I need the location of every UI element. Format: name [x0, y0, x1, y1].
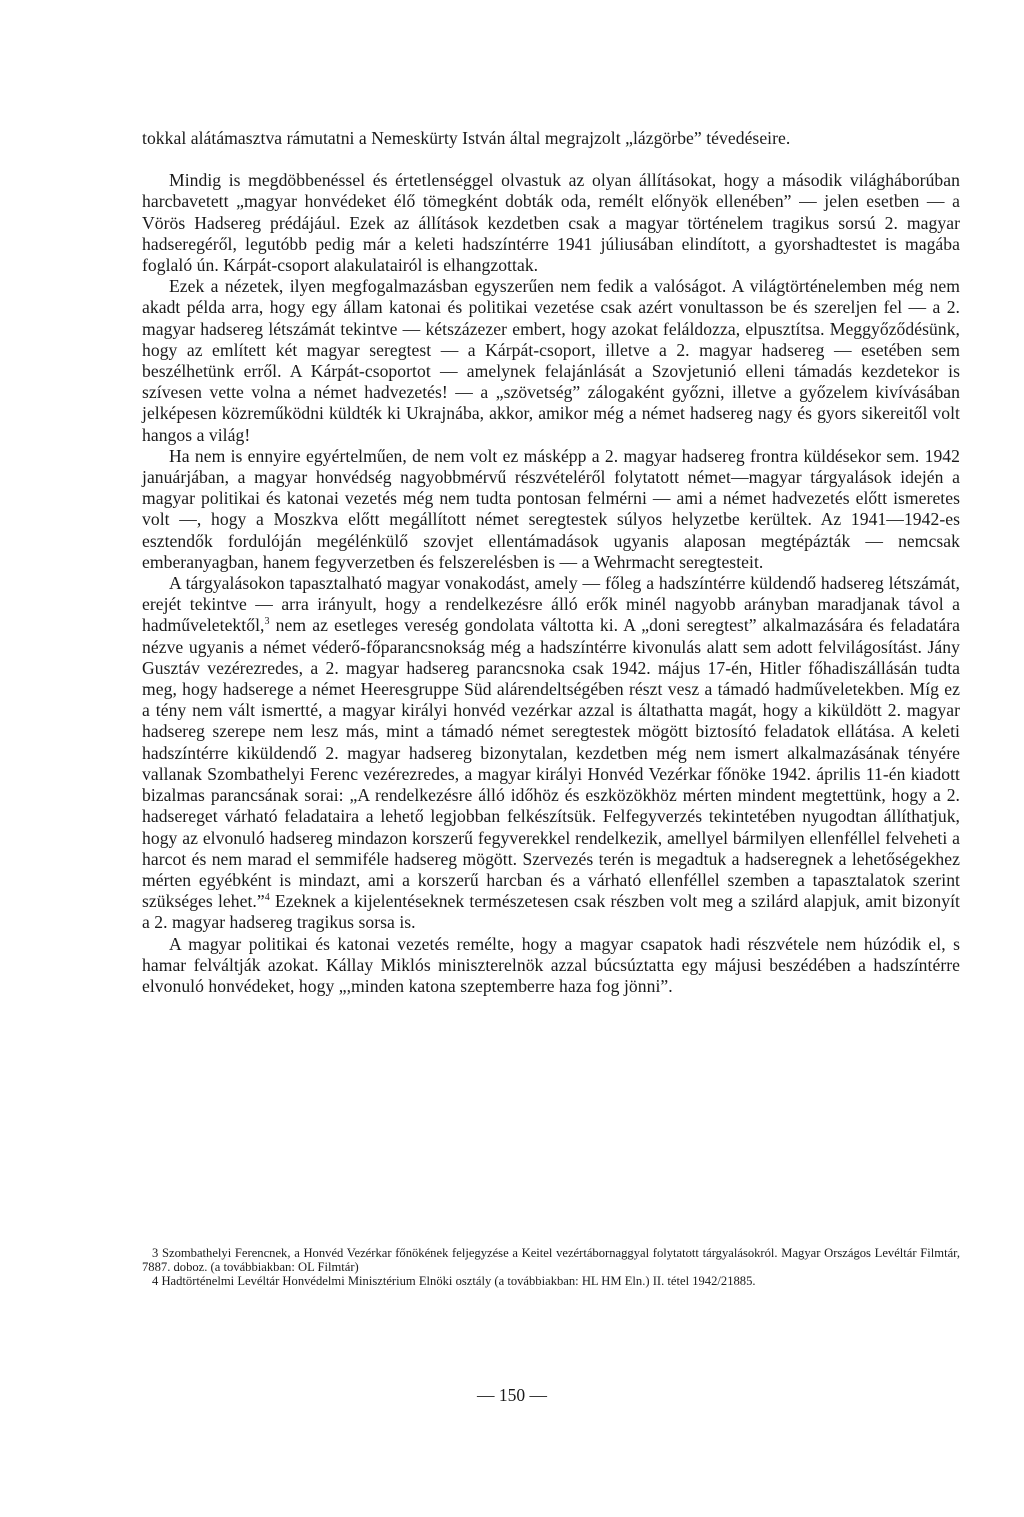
paragraph: Mindig is megdöbbenéssel és értetlenséggel olvastuk az olyan állításokat, hogy a második világháborúban harcbavetett „magyar honvédeket élő tömegként dobták oda, remélt előnyök ellenében” — jelen esetben — a Vörös Hadsereg prédájául. Ezek az állítások kezdetben csak a magyar történelem tragikus sorsú 2. magyar hadseregéről, legutóbb pedig már a keleti hadszíntérre 1941 júliusában elindított, a gyorshadtestet is magába foglaló ún. Kárpát-csoport alakulatairól is elhangzottak. [142, 170, 960, 276]
paragraph-continuation: tokkal alátámasztva rámutatni a Nemeskürty István által megrajzolt „lázgörbe” tévedéseire. [142, 128, 791, 148]
paragraph: Ezek a nézetek, ilyen megfogalmazásban egyszerűen nem fedik a valóságot. A világtörténelemben még nem akadt példa arra, hogy egy állam katonai és politikai vezetése csak azért vonultasson be és szereljen fel — a 2. magyar hadsereg létszámát tekintve — kétszázezer embert, hogy azokat feláldozza, elpusztítsa. Meggyőződésünk, hogy az említett két magyar seregtest — a Kárpát-csoport, illetve a 2. magyar hadsereg — esetében sem beszélhetünk erről. A Kárpát-csoportot — amelynek felajánlását a Szovjetunió elleni támadás kezdetekor is szívesen vette volna a német hadvezetés! — a „szövetség” zálogaként győzni, illetve a győzelem kivívásában jelképesen közreműködni küldték ki Ukrajnába, akkor, amikor még a német hadsereg nagy és gyors sikereitől volt hangos a világ! [142, 276, 960, 445]
footnote-ref-3: 3 [264, 616, 270, 628]
paragraph: A magyar politikai és katonai vezetés remélte, hogy a magyar csapatok hadi részvétele nem húzódik el, s hamar felváltják azokat. Kállay Miklós miniszterelnök azzal búcsúztatta egy májusi beszédében a hadszíntérre elvonuló honvédeket, hogy „,minden katona szeptemberre haza fog jönni”. [142, 933, 960, 996]
footnote-3: 3 Szombathelyi Ferencnek, a Honvéd Vezérkar főnökének feljegyzése a Keitel vezértábornaggyal folytatott tárgyalásokról. Magyar Országos Levéltár Filmtár, 7887. doboz. (a továbbiakban: OL Filmtár) [142, 1246, 960, 1275]
footnote-4: 4 Hadtörténelmi Levéltár Honvédelmi Minisztérium Elnöki osztály (a továbbiakban: HL HM Eln.) II. tétel 1942/21885. [152, 1274, 756, 1289]
page-number: — 150 — [477, 1385, 547, 1405]
footnotes [142, 1246, 960, 1289]
paragraph-text: nem az esetleges vereség gondolata váltotta ki. A „doni seregtest” alkalmazására és feladatára nézve ugyanis a német véderő-főparancsnokság még a hadszíntérre kivonulás alatt sem adott felvilágosítást. Jány Gusztáv vezérezredes, a 2. magyar hadsereg parancsnoka csak 1942. május 17-én, Hitler főhadiszállásán tudta meg, hogy hadserege a német Heeresgruppe Süd alárendeltségében részt vesz a támadó hadműveletekben. Míg ez a tény nem vált ismertté, a magyar királyi honvéd vezérkar azzal is áltathatta magát, hogy a kiküldött 2. magyar hadsereg szerepe nem lesz más, mint a támadó német seregtestek mögött biztosító feladatok ellátása. A keleti hadszíntérre kiküldendő 2. magyar hadsereg bizonytalan, kezdetben még nem ismert alkalmazásának tényére vallanak Szombathelyi Ferenc vezérezredes, a magyar királyi Honvéd Vezérkar főnöke 1942. április 11-én kiadott bizalmas parancsának sorai: „A rendelkezésre álló időhöz és eszközökhöz mérten mindent megtettünk, hogy a 2. hadsereget várható feladataira a lehető legjobban felkészítsük. Felfegyverzés tekintetében nyugodtan állíthatjuk, hogy az elvonuló hadsereg mindazon korszerű fegyverekkel rendelkezik, amellyel bármilyen ellenféllel felveheti a harcot és nem marad el semmiféle hadsereg mögött. Szervezés terén is megadtuk a hadseregnek a lehetőségekhez mérten egyébként is mindazt, ami a korszerű harcban és a várható ellenféllel szemben a tapasztalatok szerint szükséges lehet.” [142, 615, 960, 912]
paragraph [142, 573, 960, 933]
footnote-ref-4: 4 [264, 892, 270, 904]
paragraph-text: Ezeknek a kijelentéseknek természetesen csak részben volt meg a szilárd alapjuk, amit bizonyít a 2. magyar hadsereg tragikus sorsa is. [142, 891, 960, 933]
body-text [142, 128, 960, 997]
paragraph-text: A tárgyalásokon tapasztalható magyar vonakodást, amely — főleg a hadszíntérre küldendő hadsereg létszámát, erejét tekintve — arra irányult, hogy a rendelkezésre álló erők minél nagyobb arányban maradjanak távol a hadműveletektől, [142, 573, 960, 636]
paragraph: Ha nem is ennyire egyértelműen, de nem volt ez másképp a 2. magyar hadsereg frontra küldésekor sem. 1942 januárjában, a magyar honvédség nagyobbmérvű részvételéről folytatott német—magyar tárgyalások idején a magyar politikai és katonai vezetés még nem tudta pontosan felmérni — ami a német hadvezetés előtt ismeretes volt —, hogy a Moszkva előtt megállított német seregtestek súlyos helyzetbe kerültek. Az 1941—1942-es esztendők fordulóján megélénkülő szovjet ellentámadások ugyanis alaposan megtépázták — nemcsak emberanyagban, hanem fegyverzetben és felszerelésben is — a Wehrmacht seregtesteit. [142, 445, 960, 572]
